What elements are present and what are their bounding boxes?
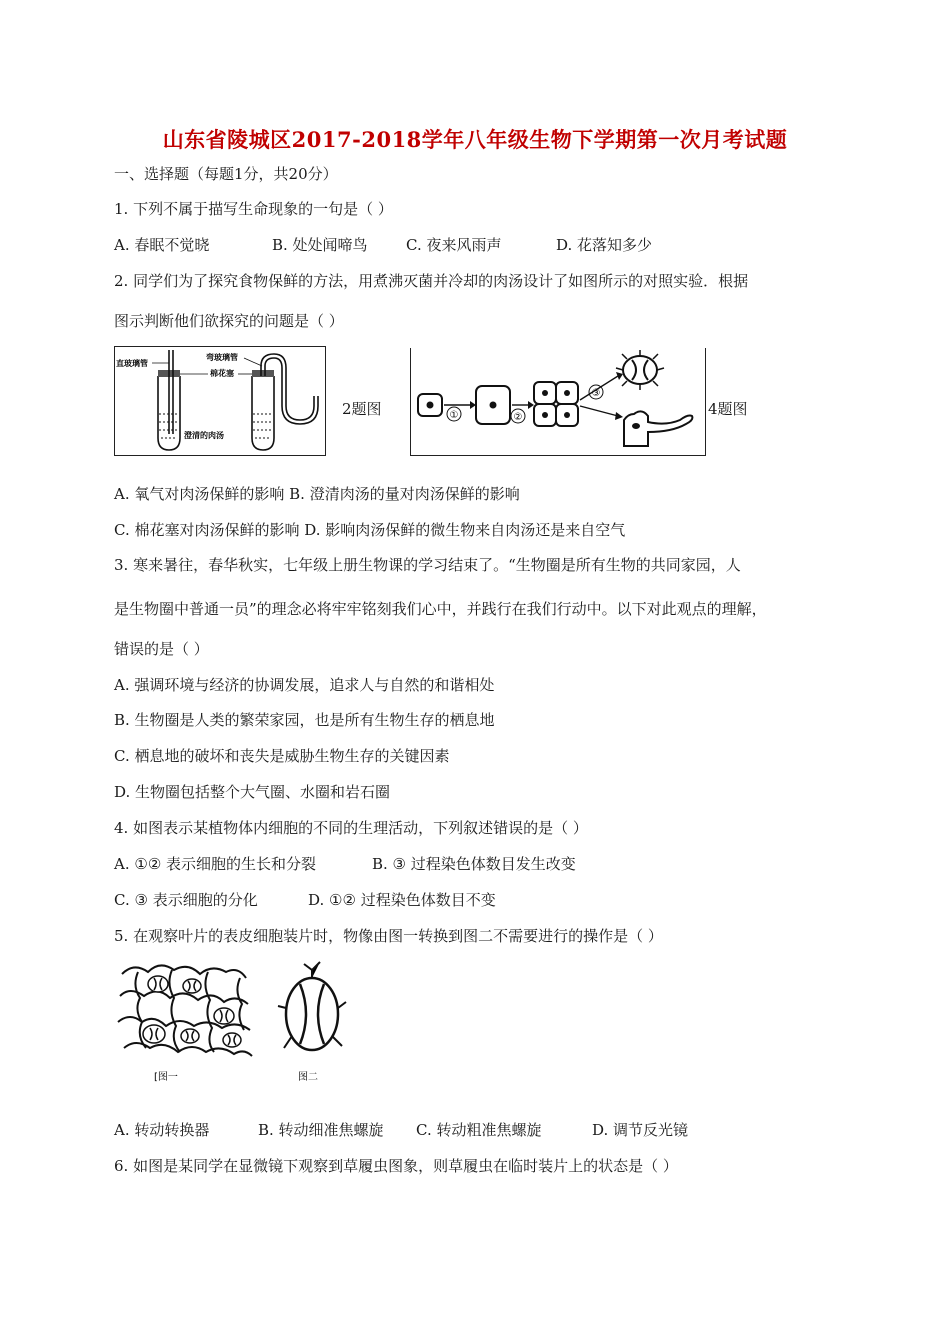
q1-option-c: C. 夜来风雨声 <box>406 236 502 254</box>
q4-option-d: D. ①② 过程染色体数目不变 <box>308 891 496 909</box>
q5-option-b: B. 转动细准焦螺旋 <box>258 1121 384 1139</box>
q5-microscope-figure <box>114 956 358 1090</box>
q3-stem-line1: 3. 寒来暑往，春华秋实，七年级上册生物课的学习结束了。“生物圈是所有生物的共同家园，人 <box>114 556 741 574</box>
q3-option-c: C. 栖息地的破坏和丧失是威胁生物生存的关键因素 <box>114 747 450 765</box>
q2-test-tube-figure <box>114 346 326 456</box>
label-broth: 澄清的肉汤 <box>184 431 224 440</box>
q4-options-line2 <box>114 890 496 910</box>
q5-option-d: D. 调节反光镜 <box>592 1121 689 1139</box>
label-cotton: 棉花塞 <box>210 369 234 378</box>
q2-stem-line1: 2. 同学们为了探究食物保鲜的方法，用煮沸灭菌并冷却的肉汤设计了如图所示的对照实验．根据 <box>114 272 749 290</box>
q1-option-d: D. 花落知多少 <box>556 236 653 254</box>
q1-stem: 1. 下列不属于描写生命现象的一句是（ ） <box>114 200 393 218</box>
q3-option-b: B. 生物圈是人类的繁荣家园，也是所有生物生存的栖息地 <box>114 711 495 729</box>
q2-options-line2: C. 棉花塞对肉汤保鲜的影响 D. 影响肉汤保鲜的微生物来自肉汤还是来自空气 <box>114 521 626 539</box>
q3-stem-line2: 是生物圈中普通一员”的理念必将牢牢铭刻我们心中，并践行在我们行动中。以下对此观点的理解， <box>114 600 767 618</box>
q5-fig-label-1: [图一 <box>154 1072 178 1083</box>
q5-fig-label-2: 图二 <box>298 1072 318 1083</box>
q4-option-b: B. ③ 过程染色体数目发生改变 <box>372 855 576 873</box>
q3-option-d: D. 生物圈包括整个大气圈、水圈和岩石圈 <box>114 783 391 801</box>
q4-stem: 4. 如图表示某植物体内细胞的不同的生理活动，下列叙述错误的是（ ） <box>114 819 588 837</box>
q4-options-line1 <box>114 854 576 874</box>
label-bent-tube: 弯玻璃管 <box>206 353 238 362</box>
q1-option-a: A. 春眠不觉晓 <box>114 236 210 254</box>
step-1-label: ① <box>449 410 459 421</box>
q3-stem-line3: 错误的是（ ） <box>114 640 209 658</box>
q1-option-b: B. 处处闻啼鸟 <box>272 236 368 254</box>
q5-option-c: C. 转动粗准焦螺旋 <box>416 1121 542 1139</box>
q4-figure-caption: 4题图 <box>708 400 748 418</box>
step-2-label: ② <box>513 412 523 423</box>
label-straight-tube: 直玻璃管 <box>116 359 148 368</box>
section-heading: 一、选择题（每题1分，共20分） <box>114 165 338 183</box>
q4-cell-figure <box>410 346 706 456</box>
q5-stem: 5. 在观察叶片的表皮细胞装片时，物像由图一转换到图二不需要进行的操作是（ ） <box>114 927 663 945</box>
q2-figure-caption: 2题图 <box>342 400 382 418</box>
q6-stem: 6. 如图是某同学在显微镜下观察到草履虫图象，则草履虫在临时装片上的状态是（ ） <box>114 1157 678 1175</box>
page-title: 山东省陵城区2017-2018学年八年级生物下学期第一次月考试题 <box>162 127 788 152</box>
q2-stem-line2: 图示判断他们欲探究的问题是（ ） <box>114 312 344 330</box>
q3-option-a: A. 强调环境与经济的协调发展，追求人与自然的和谐相处 <box>114 676 495 694</box>
q4-option-a: A. ①② 表示细胞的生长和分裂 <box>114 855 317 873</box>
step-3-label: ③ <box>591 388 601 399</box>
q2-options-line1: A. 氧气对肉汤保鲜的影响 B. 澄清肉汤的量对肉汤保鲜的影响 <box>114 485 520 503</box>
q4-option-c: C. ③ 表示细胞的分化 <box>114 891 258 909</box>
q1-options <box>114 235 652 255</box>
q5-option-a: A. 转动转换器 <box>114 1121 210 1139</box>
q5-options <box>114 1120 688 1140</box>
